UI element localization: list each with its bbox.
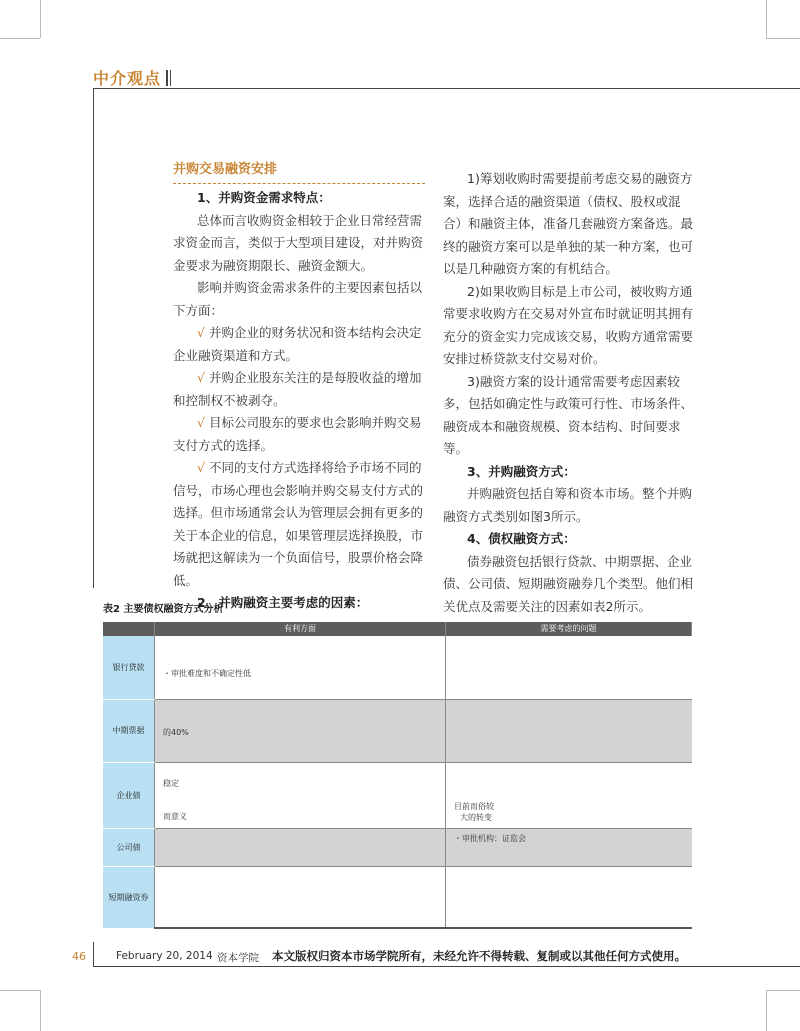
footer-divider bbox=[93, 942, 94, 966]
bullet-text: 并购企业的财务状况和资本结构会决定企业融资渠道和方式。 bbox=[173, 325, 422, 363]
column-header: 有利方面 bbox=[155, 622, 446, 636]
row-label: 公司债 bbox=[103, 828, 155, 866]
header-divider bbox=[166, 70, 168, 86]
column-header: 需要考虑的问题 bbox=[446, 622, 692, 636]
row-label: 短期融资券 bbox=[103, 866, 155, 928]
subheading: 4、债权融资方式： bbox=[467, 531, 576, 546]
paragraph: 1)筹划收购时需要提前考虑交易的融资方案，选择合适的融资渠道（债权、股权或混合）和融资主体，准备几套融资方案备选。最终的融资方案可以是单独的某一种方案，也可以是几种融资方案的有机结合。 bbox=[443, 171, 694, 276]
table-cell bbox=[155, 762, 446, 828]
frame-rule bbox=[93, 88, 94, 588]
cell-text: ・审批难度和不确定性低 bbox=[163, 669, 251, 678]
row-label: 企业债 bbox=[103, 762, 155, 828]
crop-mark bbox=[766, 0, 767, 38]
publication-name: 资本学院 bbox=[217, 952, 259, 964]
table-cell bbox=[446, 699, 692, 762]
bullet-text: 目标公司股东的要求也会影响并购交易支付方式的选择。 bbox=[173, 415, 422, 453]
issue-date: February 20, 2014 bbox=[116, 950, 213, 962]
crop-mark bbox=[0, 38, 40, 39]
cell-text: 稳定 bbox=[163, 778, 179, 788]
bullet-item bbox=[173, 457, 425, 592]
paragraph: 影响并购资金需求条件的主要因素包括以下方面： bbox=[173, 280, 423, 318]
paragraph: 债券融资包括银行贷款、中期票据、企业债、公司债、短期融资融券几个类型。他们相关优点及需要关注的因素如表2所示。 bbox=[443, 553, 694, 614]
crop-mark bbox=[766, 38, 800, 39]
crop-mark bbox=[766, 990, 767, 1031]
table-caption: 表2 主要债权融资方式分析 bbox=[103, 604, 224, 615]
paragraph: 2)如果收购目标是上市公司，被收购方通常要求收购方在交易对外宣布时就证明其拥有充分的资金实力完成该交易，收购方通常需要安排过桥贷款支付交易对价。 bbox=[443, 283, 694, 366]
header-divider bbox=[170, 70, 171, 86]
bullet-item bbox=[173, 412, 425, 457]
table-cell bbox=[155, 828, 446, 866]
subheading: 2、并购融资主要考虑的因素： bbox=[197, 595, 369, 610]
subheading: 3、并购融资方式： bbox=[467, 463, 576, 479]
crop-mark bbox=[0, 990, 40, 991]
table-cell bbox=[446, 636, 692, 699]
table-cell bbox=[446, 866, 692, 928]
table-cell bbox=[446, 828, 692, 866]
paragraph: 并购融资包括自筹和资本市场。整个并购融资方式类别如图3所示。 bbox=[443, 486, 693, 524]
check-icon: √ bbox=[197, 415, 205, 430]
check-icon: √ bbox=[197, 370, 205, 385]
paragraph: 总体而言收购资金相较于企业日常经营需求资金而言，类似于大型项目建设，对并购资金要求为融资期限长、融资金额大。 bbox=[173, 212, 424, 273]
table-cell bbox=[155, 699, 446, 762]
table-corner bbox=[103, 622, 155, 636]
cell-text: 的40% bbox=[163, 727, 189, 737]
bullet-text: 并购企业股东关注的是每股收益的增加和控制权不被剥夺。 bbox=[173, 370, 422, 408]
page-number: 46 bbox=[72, 950, 86, 963]
section-heading: 并购交易融资安排 bbox=[173, 160, 425, 184]
crop-mark bbox=[40, 990, 41, 1031]
subheading: 1、并购资金需求特点： bbox=[197, 190, 331, 205]
crop-mark bbox=[766, 990, 800, 991]
crop-mark bbox=[40, 0, 41, 38]
cell-text: ・审批机构：证监会 bbox=[454, 833, 526, 843]
frame-rule bbox=[93, 88, 800, 89]
bullet-text: 不同的支付方式选择将给予市场不同的信号，市场心理也会影响并购交易支付方式的选择。但市场通常会认为管理层会拥有更多的关于本企业的信息，如果管理层选择换股，市场就把这解读为一个负面信号，股票价格会降低。 bbox=[173, 460, 424, 588]
check-icon: √ bbox=[197, 460, 205, 475]
paragraph: 3)融资方案的设计通常需要考虑因素较多，包括如确定性与政策可行性、市场条件、融资成本和融资规模、资本结构、时间要求等。 bbox=[443, 373, 694, 456]
section-header: 中介观点 bbox=[93, 69, 162, 88]
footer-rule bbox=[93, 966, 800, 967]
row-label: 银行贷款 bbox=[103, 636, 155, 699]
debt-financing-table bbox=[103, 622, 692, 929]
copyright-notice: 本文版权归资本市场学院所有，未经允许不得转载、复制或以其他任何方式使用。 bbox=[272, 949, 686, 963]
check-icon: √ bbox=[197, 325, 205, 340]
cell-text: 而意义 bbox=[163, 811, 187, 821]
row-label: 中期票据 bbox=[103, 699, 155, 762]
bullet-item bbox=[173, 367, 425, 412]
left-column bbox=[173, 160, 425, 615]
table-cell bbox=[155, 636, 446, 699]
cell-text: 目前而俗较 bbox=[454, 801, 494, 811]
table-cell bbox=[155, 866, 446, 928]
cell-text: 大的转变 bbox=[460, 812, 492, 822]
bullet-item bbox=[173, 322, 425, 367]
right-column bbox=[443, 168, 696, 618]
table-cell bbox=[446, 762, 692, 828]
